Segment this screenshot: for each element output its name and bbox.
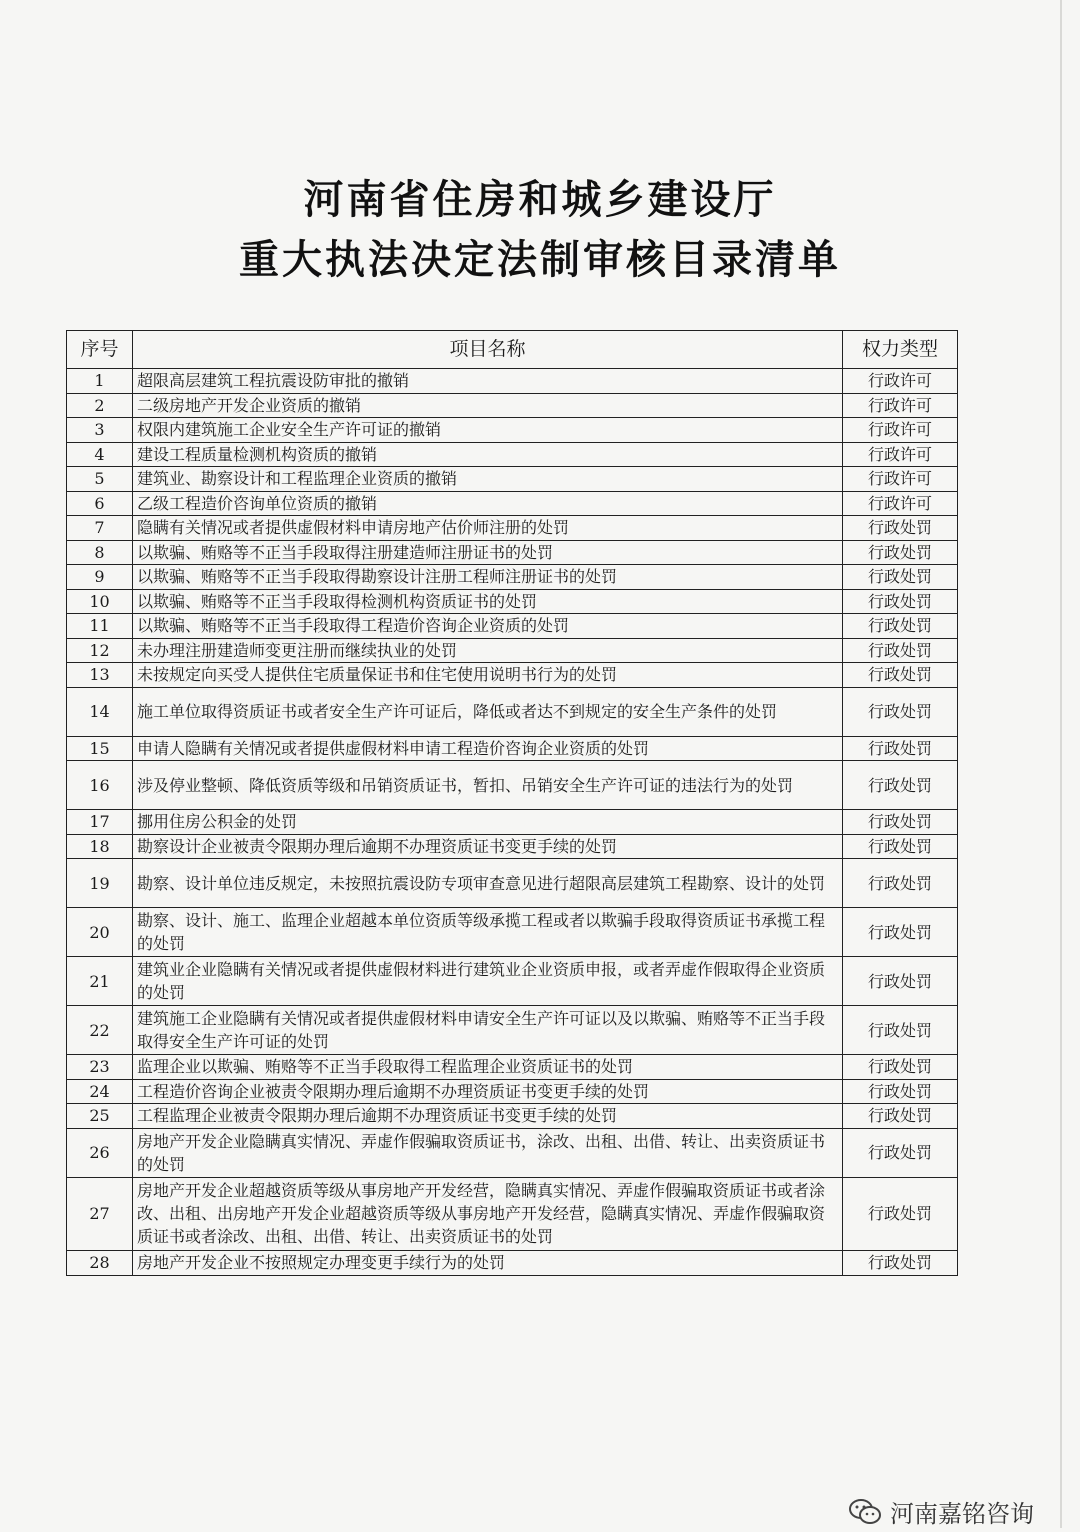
row-item-name: 超限高层建筑工程抗震设防审批的撤销 <box>133 369 843 394</box>
row-number: 18 <box>67 834 133 859</box>
table-row <box>67 1006 958 1055</box>
row-power-type: 行政处罚 <box>843 614 958 639</box>
table-row <box>67 908 958 957</box>
row-number: 8 <box>67 540 133 565</box>
row-item-name: 建筑业企业隐瞒有关情况或者提供虚假材料进行建筑业企业资质申报，或者弄虚作假取得企业资质的处罚 <box>133 957 843 1006</box>
row-number: 24 <box>67 1079 133 1104</box>
document-title-line2: 重大执法决定法制审核目录清单 <box>239 237 841 283</box>
table-row <box>67 1079 958 1104</box>
row-power-type: 行政处罚 <box>843 663 958 688</box>
row-number: 23 <box>67 1055 133 1080</box>
row-number: 5 <box>67 467 133 492</box>
row-number: 10 <box>67 589 133 614</box>
row-number: 15 <box>67 736 133 761</box>
table-row <box>67 1055 958 1080</box>
table-row <box>67 957 958 1006</box>
row-number: 16 <box>67 761 133 810</box>
row-power-type: 行政许可 <box>843 369 958 394</box>
row-item-name: 房地产开发企业超越资质等级从事房地产开发经营，隐瞒真实情况、弄虚作假骗取资质证书或者涂改、出租、出房地产开发企业超越资质等级从事房地产开发经营，隐瞒真实情况、弄虚作假骗取资质证书或者涂改、出租、出借、转让、出卖资质证书的处罚 <box>133 1177 843 1251</box>
document-title-line1: 河南省住房和城乡建设厅 <box>303 177 777 223</box>
table-row <box>67 1251 958 1276</box>
row-power-type: 行政处罚 <box>843 834 958 859</box>
catalog-table <box>66 330 958 1276</box>
row-number: 20 <box>67 908 133 957</box>
row-item-name: 未按规定向买受人提供住宅质量保证书和住宅使用说明书行为的处罚 <box>133 663 843 688</box>
row-power-type: 行政处罚 <box>843 810 958 835</box>
row-number: 17 <box>67 810 133 835</box>
watermark-text: 河南嘉铭咨询 <box>890 1500 1034 1528</box>
row-number: 13 <box>67 663 133 688</box>
row-item-name: 房地产开发企业不按照规定办理变更手续行为的处罚 <box>133 1251 843 1276</box>
table-row <box>67 1177 958 1251</box>
row-number: 22 <box>67 1006 133 1055</box>
row-power-type: 行政处罚 <box>843 1177 958 1251</box>
table-row <box>67 565 958 590</box>
row-item-name: 建筑施工企业隐瞒有关情况或者提供虚假材料申请安全生产许可证以及以欺骗、贿赂等不正当手段取得安全生产许可证的处罚 <box>133 1006 843 1055</box>
watermark <box>848 1494 1034 1529</box>
table-header-row <box>67 331 958 369</box>
table-row <box>67 859 958 908</box>
row-power-type: 行政许可 <box>843 442 958 467</box>
row-item-name: 勘察、设计单位违反规定，未按照抗震设防专项审查意见进行超限高层建筑工程勘察、设计的处罚 <box>133 859 843 908</box>
row-item-name: 权限内建筑施工企业安全生产许可证的撤销 <box>133 418 843 443</box>
row-power-type: 行政处罚 <box>843 516 958 541</box>
row-power-type: 行政处罚 <box>843 1104 958 1129</box>
table-row <box>67 761 958 810</box>
row-power-type: 行政处罚 <box>843 1006 958 1055</box>
row-power-type: 行政许可 <box>843 393 958 418</box>
row-number: 19 <box>67 859 133 908</box>
row-number: 26 <box>67 1128 133 1177</box>
table-row <box>67 442 958 467</box>
table-row <box>67 369 958 394</box>
row-number: 1 <box>67 369 133 394</box>
table-row <box>67 589 958 614</box>
table-row <box>67 638 958 663</box>
row-power-type: 行政处罚 <box>843 687 958 736</box>
table-row <box>67 516 958 541</box>
row-item-name: 挪用住房公积金的处罚 <box>133 810 843 835</box>
row-item-name: 房地产开发企业隐瞒真实情况、弄虚作假骗取资质证书，涂改、出租、出借、转让、出卖资质证书的处罚 <box>133 1128 843 1177</box>
row-item-name: 申请人隐瞒有关情况或者提供虚假材料申请工程造价咨询企业资质的处罚 <box>133 736 843 761</box>
header-seq: 序号 <box>67 331 133 369</box>
row-item-name: 二级房地产开发企业资质的撤销 <box>133 393 843 418</box>
row-power-type: 行政处罚 <box>843 1079 958 1104</box>
row-item-name: 建筑业、勘察设计和工程监理企业资质的撤销 <box>133 467 843 492</box>
table-row <box>67 834 958 859</box>
row-power-type: 行政处罚 <box>843 957 958 1006</box>
header-item-name: 项目名称 <box>133 331 843 369</box>
row-item-name: 监理企业以欺骗、贿赂等不正当手段取得工程监理企业资质证书的处罚 <box>133 1055 843 1080</box>
table-row <box>67 614 958 639</box>
row-power-type: 行政处罚 <box>843 1055 958 1080</box>
row-power-type: 行政处罚 <box>843 638 958 663</box>
row-number: 2 <box>67 393 133 418</box>
row-power-type: 行政处罚 <box>843 761 958 810</box>
table-row <box>67 1128 958 1177</box>
row-item-name: 未办理注册建造师变更注册而继续执业的处罚 <box>133 638 843 663</box>
row-item-name: 以欺骗、贿赂等不正当手段取得注册建造师注册证书的处罚 <box>133 540 843 565</box>
row-item-name: 以欺骗、贿赂等不正当手段取得检测机构资质证书的处罚 <box>133 589 843 614</box>
row-number: 12 <box>67 638 133 663</box>
row-power-type: 行政处罚 <box>843 565 958 590</box>
row-power-type: 行政许可 <box>843 467 958 492</box>
row-item-name: 涉及停业整顿、降低资质等级和吊销资质证书，暂扣、吊销安全生产许可证的违法行为的处罚 <box>133 761 843 810</box>
row-number: 6 <box>67 491 133 516</box>
row-number: 4 <box>67 442 133 467</box>
row-item-name: 建设工程质量检测机构资质的撤销 <box>133 442 843 467</box>
row-power-type: 行政处罚 <box>843 1128 958 1177</box>
wechat-icon <box>848 1498 882 1526</box>
table-row <box>67 540 958 565</box>
row-number: 9 <box>67 565 133 590</box>
row-power-type: 行政许可 <box>843 491 958 516</box>
table-row <box>67 736 958 761</box>
row-number: 25 <box>67 1104 133 1129</box>
table-row <box>67 1104 958 1129</box>
row-item-name: 以欺骗、贿赂等不正当手段取得工程造价咨询企业资质的处罚 <box>133 614 843 639</box>
row-item-name: 工程造价咨询企业被责令限期办理后逾期不办理资质证书变更手续的处罚 <box>133 1079 843 1104</box>
table-row <box>67 418 958 443</box>
row-item-name: 施工单位取得资质证书或者安全生产许可证后，降低或者达不到规定的安全生产条件的处罚 <box>133 687 843 736</box>
row-power-type: 行政处罚 <box>843 540 958 565</box>
table-row <box>67 810 958 835</box>
header-power-type: 权力类型 <box>843 331 958 369</box>
row-number: 14 <box>67 687 133 736</box>
row-number: 21 <box>67 957 133 1006</box>
table-row <box>67 467 958 492</box>
row-power-type: 行政处罚 <box>843 589 958 614</box>
row-item-name: 勘察、设计、施工、监理企业超越本单位资质等级承揽工程或者以欺骗手段取得资质证书承揽工程的处罚 <box>133 908 843 957</box>
table-row <box>67 687 958 736</box>
table-row <box>67 393 958 418</box>
row-power-type: 行政处罚 <box>843 1251 958 1276</box>
row-number: 11 <box>67 614 133 639</box>
row-power-type: 行政许可 <box>843 418 958 443</box>
row-item-name: 隐瞒有关情况或者提供虚假材料申请房地产估价师注册的处罚 <box>133 516 843 541</box>
row-power-type: 行政处罚 <box>843 859 958 908</box>
row-item-name: 勘察设计企业被责令限期办理后逾期不办理资质证书变更手续的处罚 <box>133 834 843 859</box>
row-power-type: 行政处罚 <box>843 908 958 957</box>
row-number: 3 <box>67 418 133 443</box>
row-number: 28 <box>67 1251 133 1276</box>
table-row <box>67 663 958 688</box>
row-power-type: 行政处罚 <box>843 736 958 761</box>
row-item-name: 工程监理企业被责令限期办理后逾期不办理资质证书变更手续的处罚 <box>133 1104 843 1129</box>
row-item-name: 乙级工程造价咨询单位资质的撤销 <box>133 491 843 516</box>
row-number: 27 <box>67 1177 133 1251</box>
row-item-name: 以欺骗、贿赂等不正当手段取得勘察设计注册工程师注册证书的处罚 <box>133 565 843 590</box>
table-row <box>67 491 958 516</box>
row-number: 7 <box>67 516 133 541</box>
